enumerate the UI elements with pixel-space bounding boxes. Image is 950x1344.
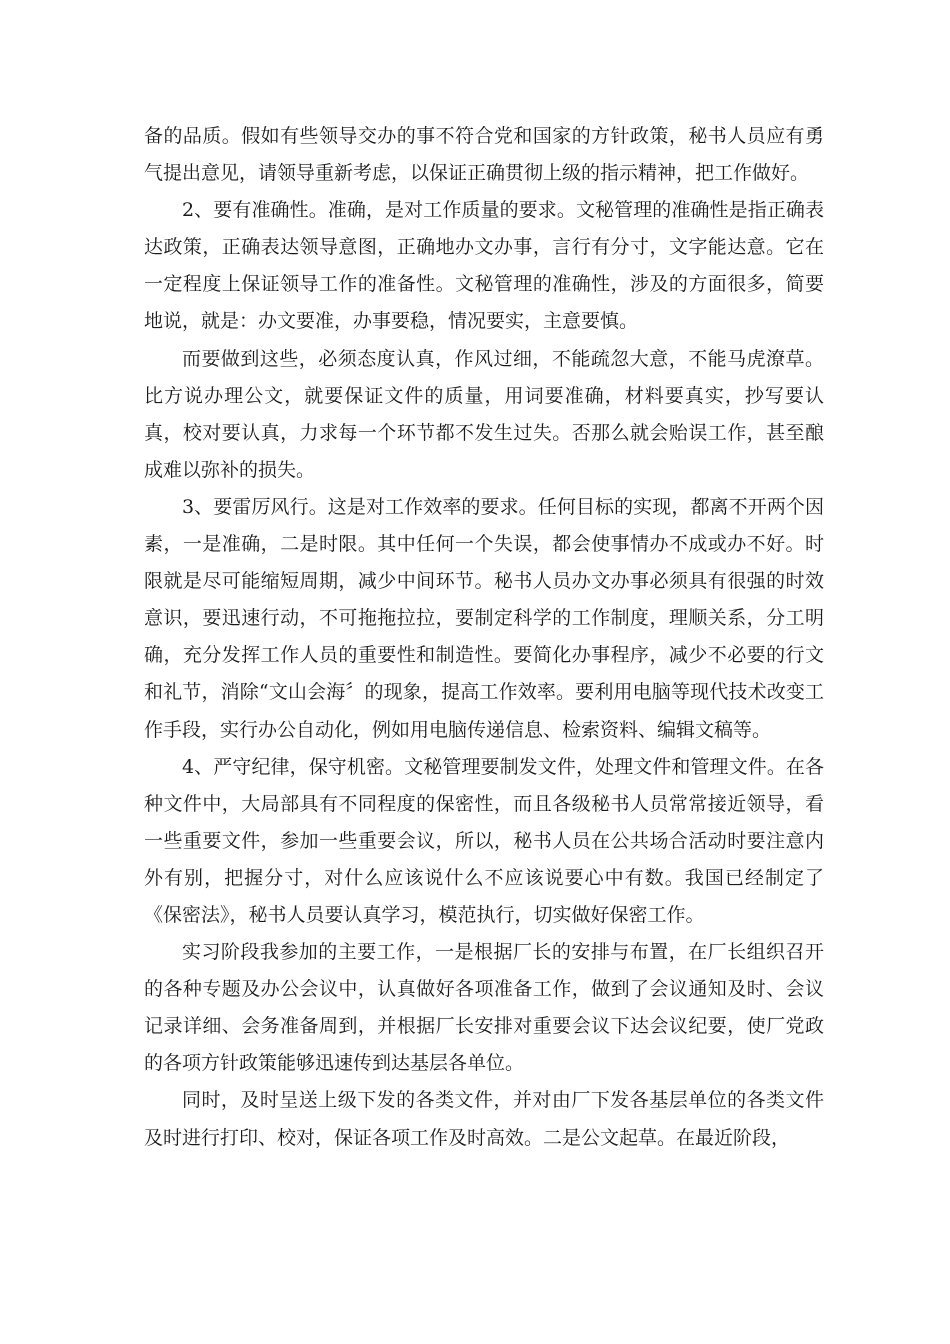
paragraph-2: 2、要有准确性。准确，是对工作质量的要求。文秘管理的准确性是指正确表达政策，正确表达领导意图，正确地办文办事，言行有分寸，文字能达意。它在一定程度上保证领导工作的准备性。文秘管理的准确性，涉及的方面很多，简要地说，就是：办文要准，办事要稳，情况要实，主意要慎。 — [144, 199, 824, 333]
document-body — [144, 118, 824, 1157]
paragraph-6: 实习阶段我参加的主要工作，一是根据厂长的安排与布置，在厂长组织召开的各种专题及办公会议中，认真做好各项准备工作，做到了会议通知及时、会议记录详细、会务准备周到，并根据厂长安排对重要会议下达会议纪要，使厂党政的各项方针政策能够迅速传到达基层各单位。 — [144, 941, 824, 1075]
paragraph-3: 而要做到这些，必须态度认真，作风过细，不能疏忽大意，不能马虎潦草。比方说办理公文，就要保证文件的质量，用词要准确，材料要真实，抄写要认真，校对要认真，力求每一个环节都不发生过失。否那么就会贻误工作，甚至酿成难以弥补的损失。 — [144, 347, 824, 481]
paragraph-7: 同时，及时呈送上级下发的各类文件，并对由厂下发各基层单位的各类文件及时进行打印、校对，保证各项工作及时高效。二是公文起草。在最近阶段， — [144, 1089, 824, 1149]
paragraph-5: 4、严守纪律，保守机密。文秘管理要制发文件，处理文件和管理文件。在各种文件中，大局部具有不同程度的保密性，而且各级秘书人员常常接近领导，看一些重要文件，参加一些重要会议，所以，秘书人员在公共场合活动时要注意内外有别，把握分寸，对什么应该说什么不应该说要心中有数。我国已经制定了《保密法》，秘书人员要认真学习，模范执行，切实做好保密工作。 — [144, 755, 824, 926]
paragraph-4: 3、要雷厉风行。这是对工作效率的要求。任何目标的实现，都离不开两个因素，一是准确，二是时限。其中任何一个失误，都会使事情办不成或办不好。时限就是尽可能缩短周期，减少中间环节。秘书人员办文办事必须具有很强的时效意识，要迅速行动，不可拖拖拉拉，要制定科学的工作制度，理顺关系，分工明确，充分发挥工作人员的重要性和制造性。要简化办事程序，减少不必要的行文和礼节，消除“文山会海〞的现象，提高工作效率。要利用电脑等现代技术改变工作手段，实行办公自动化，例如用电脑传递信息、检索资料、编辑文稿等。 — [144, 495, 824, 741]
paragraph-1: 备的品质。假如有些领导交办的事不符合党和国家的方针政策，秘书人员应有勇气提出意见，请领导重新考虑，以保证正确贯彻上级的指示精神，把工作做好。 — [144, 125, 824, 185]
